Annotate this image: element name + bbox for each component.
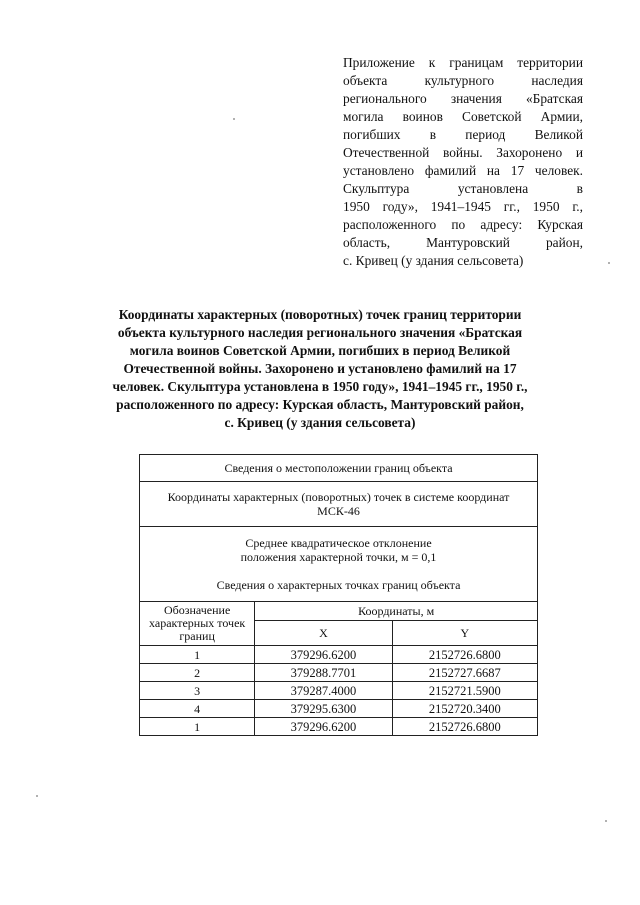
- document-title: [92, 306, 548, 432]
- column-x-header: X: [255, 621, 392, 646]
- coordinate-system: [140, 482, 538, 527]
- point-id: 4: [140, 700, 255, 718]
- column-y-header: Y: [392, 621, 537, 646]
- appendix-note: [343, 54, 583, 270]
- point-label-header: [140, 602, 255, 646]
- table-row: [140, 700, 538, 718]
- point-id: 2: [140, 664, 255, 682]
- scan-speck: [608, 262, 610, 264]
- appendix-line: могила воинов Советской Армии,: [343, 109, 583, 124]
- coord-x: 379295.6300: [255, 700, 392, 718]
- coord-y: 2152721.5900: [392, 682, 537, 700]
- appendix-line: область, Мантуровский район,: [343, 235, 583, 250]
- appendix-line: погибших в период Великой: [343, 127, 583, 142]
- appendix-line: установлено фамилий на 17 человек.: [343, 163, 583, 178]
- point-label-line: Обозначение: [163, 603, 231, 617]
- point-id: 1: [140, 646, 255, 664]
- title-line: Отечественной войны. Захоронено и установлено фамилий на 17: [123, 361, 517, 376]
- table-row: [140, 664, 538, 682]
- appendix-line: 1950 году», 1941–1945 гг., 1950 г.,: [343, 199, 583, 214]
- title-line: с. Кривец (у здания сельсовета): [224, 415, 416, 430]
- coordinate-system-line: Координаты характерных (поворотных) точек в системе координат: [167, 490, 510, 504]
- coord-y: 2152726.6800: [392, 646, 537, 664]
- title-line: Координаты характерных (поворотных) точек границ территории: [118, 307, 522, 322]
- appendix-line: расположенного по адресу: Курская: [343, 217, 583, 232]
- point-label-line: границ: [179, 629, 215, 643]
- appendix-line: с. Кривец (у здания сельсовета): [343, 253, 524, 268]
- appendix-line: объекта культурного наследия: [343, 73, 583, 88]
- appendix-line: Приложение к границам территории: [343, 55, 583, 70]
- coord-y: 2152726.6800: [392, 718, 537, 736]
- coords-header: Координаты, м: [255, 602, 538, 621]
- location-header: Сведения о местоположении границ объекта: [140, 455, 538, 482]
- coord-y: 2152720.3400: [392, 700, 537, 718]
- accuracy-line: положения характерной точки, м = 0,1: [240, 550, 437, 564]
- coord-x: 379288.7701: [255, 664, 392, 682]
- accuracy-and-points-header: [140, 527, 538, 602]
- title-line: расположенного по адресу: Курская область, Мантуровский район,: [116, 397, 524, 412]
- scan-speck: [233, 118, 235, 120]
- coordinates-table: [139, 454, 538, 736]
- table-row: [140, 646, 538, 664]
- points-header: Сведения о характерных точках границ объекта: [216, 578, 461, 592]
- table-row: [140, 682, 538, 700]
- coord-x: 379296.6200: [255, 646, 392, 664]
- point-label-line: характерных точек: [149, 616, 246, 630]
- coord-x: 379287.4000: [255, 682, 392, 700]
- coordinate-system-line: МСК-46: [317, 504, 360, 518]
- title-line: объекта культурного наследия регионального значения «Братская: [117, 325, 523, 340]
- scan-speck: [36, 795, 38, 797]
- title-line: могила воинов Советской Армии, погибших в период Великой: [129, 343, 511, 358]
- point-id: 3: [140, 682, 255, 700]
- table-row: [140, 718, 538, 736]
- appendix-line: регионального значения «Братская: [343, 91, 583, 106]
- scan-speck: [605, 820, 607, 822]
- coord-y: 2152727.6687: [392, 664, 537, 682]
- accuracy-line: Среднее квадратическое отклонение: [245, 536, 432, 550]
- coord-x: 379296.6200: [255, 718, 392, 736]
- appendix-line: Скульптура установлена в: [343, 181, 583, 196]
- title-line: человек. Скульптура установлена в 1950 году», 1941–1945 гг., 1950 г.,: [112, 379, 528, 394]
- point-id: 1: [140, 718, 255, 736]
- appendix-line: Отечественной войны. Захоронено и: [343, 145, 583, 160]
